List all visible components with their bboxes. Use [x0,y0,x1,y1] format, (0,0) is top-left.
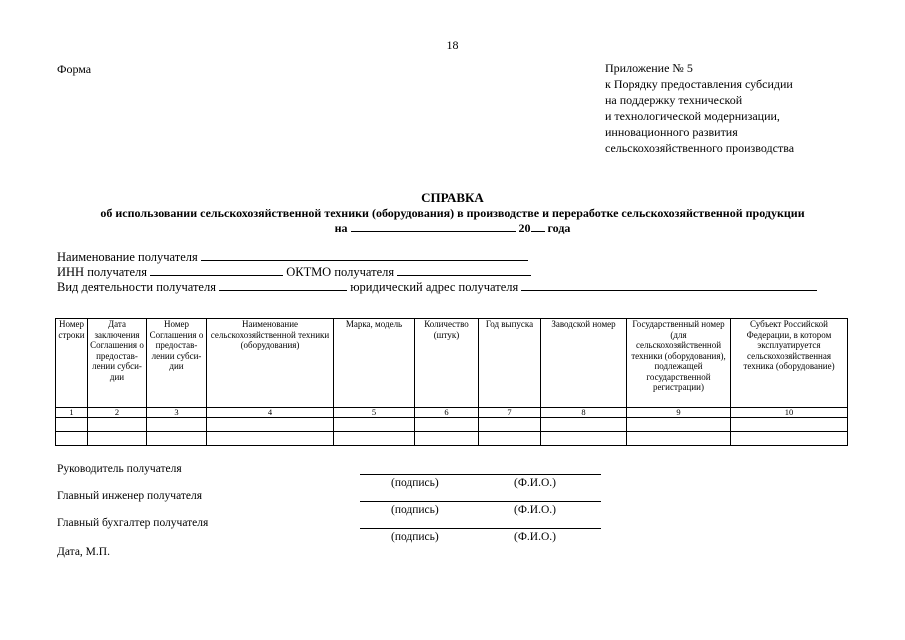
signature-role: Главный бухгалтер получателя [57,517,209,529]
column-number: 8 [541,408,627,418]
appendix-line: к Порядку предоставления субсидии [605,77,793,91]
signature-line[interactable] [360,474,601,475]
table-cell[interactable] [541,432,627,446]
document-subtitle: об использовании сельскохозяйственной техники (оборудования) в производстве и переработке сельскохозяйственной продукции [100,206,805,220]
form-label: Форма [57,62,92,76]
table-cell[interactable] [56,418,88,432]
date-stamp-label: Дата, М.П. [57,546,110,558]
date-prefix: на [334,221,348,235]
oktmo-label: ОКТМО получателя [286,265,395,279]
column-header: Год выпуска [479,319,541,408]
document-heading: СПРАВКА [421,190,484,205]
table-header-row [56,319,848,408]
legal-address-blank [521,279,817,291]
table-cell[interactable] [207,432,334,446]
appendix-line: Приложение № 5 [605,61,693,75]
date-suffix: года [547,221,571,235]
table-cell[interactable] [207,418,334,432]
column-header: Субъект Российской Федерации, в котором эксплуатируется сельскохозяйственная техника (оборудование) [731,319,848,408]
table-row [56,432,848,446]
column-header: Дата заключения Соглашения о предостав-лении субси-дии [88,319,147,408]
legal-address-label: юридический адрес получателя [350,280,519,294]
recipient-name-row [57,249,528,265]
year-blank [531,220,545,232]
signature-line[interactable] [360,528,601,529]
table-cell[interactable] [731,418,848,432]
table-cell[interactable] [731,432,848,446]
date-year-prefix: 20 [518,221,531,235]
column-header: Количество (штук) [415,319,479,408]
table-cell[interactable] [479,418,541,432]
column-number: 5 [334,408,415,418]
column-number-row [56,408,848,418]
signature-role: Руководитель получателя [57,463,182,475]
column-header: Государственный номер (для сельскохозяйственной техники (оборудования), подлежащей государственной регистрации) [627,319,731,408]
recipient-name-label: Наименование получателя [57,250,198,264]
signature-caption: (подпись) [391,504,439,516]
column-number: 9 [627,408,731,418]
oktmo-blank [397,264,531,276]
column-header: Наименование сельскохозяйственной техники (оборудования) [207,319,334,408]
column-header: Номер строки [56,319,88,408]
column-number: 10 [731,408,848,418]
table-cell[interactable] [415,432,479,446]
table-cell[interactable] [479,432,541,446]
signature-caption: (подпись) [391,477,439,489]
signature-role: Главный инженер получателя [57,490,203,502]
appendix-line: на поддержку технической [605,93,743,107]
table-row [56,418,848,432]
date-blank [351,220,516,232]
recipient-name-blank [201,249,528,261]
inn-oktmo-row [57,264,531,280]
table-cell[interactable] [415,418,479,432]
table-cell[interactable] [147,418,207,432]
appendix-block [605,60,794,156]
name-caption: (Ф.И.О.) [514,504,556,516]
table-cell[interactable] [88,418,147,432]
activity-label: Вид деятельности получателя [57,280,216,294]
column-number: 7 [479,408,541,418]
signature-caption: (подпись) [391,531,439,543]
activity-blank [219,279,347,291]
table-cell[interactable] [627,418,731,432]
page-number: 18 [446,38,459,52]
column-header: Номер Соглашения о предостав-лении субси-дии [147,319,207,408]
appendix-line: сельскохозяйственного производства [605,141,795,155]
column-header: Заводской номер [541,319,627,408]
inn-blank [150,264,283,276]
table-cell[interactable] [541,418,627,432]
table-cell[interactable] [334,418,415,432]
appendix-line: и технологической модернизации, [605,109,780,123]
signature-line[interactable] [360,501,601,502]
column-number: 6 [415,408,479,418]
table-cell[interactable] [334,432,415,446]
appendix-line: инновационного развития [605,125,738,139]
column-number: 1 [56,408,88,418]
column-number: 3 [147,408,207,418]
column-number: 4 [207,408,334,418]
column-header: Марка, модель [334,319,415,408]
table-cell[interactable] [627,432,731,446]
name-caption: (Ф.И.О.) [514,477,556,489]
inn-label: ИНН получателя [57,265,147,279]
table-cell[interactable] [88,432,147,446]
equipment-table [55,318,848,446]
report-date-line [0,220,905,236]
activity-address-row [57,279,817,295]
table-cell[interactable] [147,432,207,446]
name-caption: (Ф.И.О.) [514,531,556,543]
column-number: 2 [88,408,147,418]
table-cell[interactable] [56,432,88,446]
